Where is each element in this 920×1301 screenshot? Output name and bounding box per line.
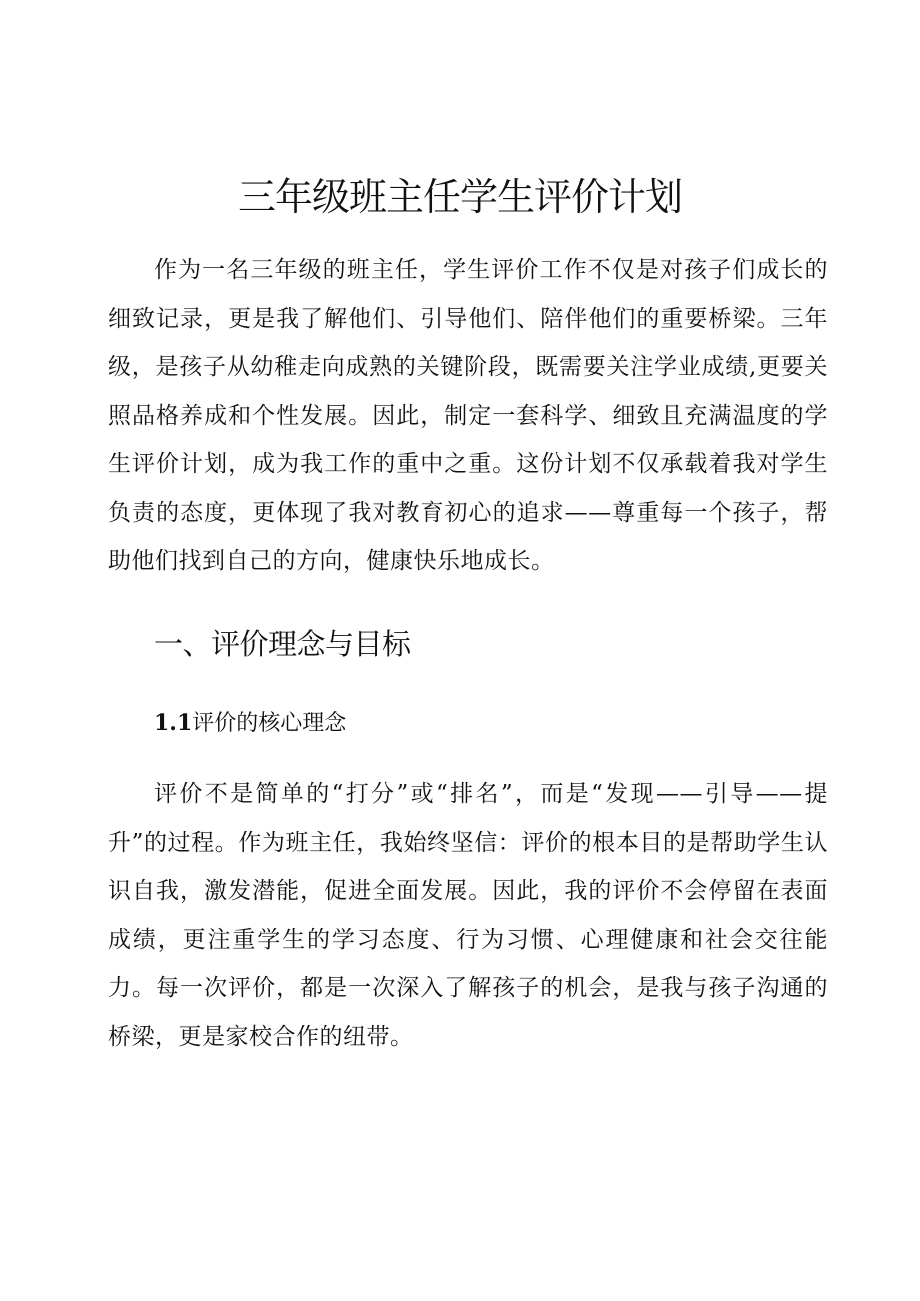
- intro-paragraph: 作为一名三年级的班主任，学生评价工作不仅是对孩子们成长的细致记录，更是我了解他们、引导他们、陪伴他们的重要桥梁。三年级，是孩子从幼稚走向成熟的关键阶段，既需要关注学业成绩,更要关照品格养成和个性发展。因此，制定一套科学、细致且充满温度的学生评价计划，成为我工作的重中之重。这份计划不仅承载着我对学生负责的态度，更体现了我对教育初心的追求——尊重每一个孩子，帮助他们找到自己的方向，健康快乐地成长。: [108, 257, 828, 574]
- subsection-heading-1-1: [154, 705, 346, 742]
- document-title: 三年级班主任学生评价计划: [237, 175, 682, 219]
- subsection-paragraph-1-1: 评价不是简单的“打分”或“排名”，而是“发现——引导——提升”的过程。作为班主任，我始终坚信：评价的根本目的是帮助学生认识自我，激发潜能，促进全面发展。因此，我的评价不会停留在表面成绩，更注重学生的学习态度、行为习惯、心理健康和社会交往能力。每一次评价，都是一次深入了解孩子的机会，是我与孩子沟通的桥梁，更是家校合作的纽带。: [108, 781, 828, 1050]
- subsection-title: 评价的核心理念: [192, 711, 347, 736]
- section-heading-1: 一、评价理念与目标: [154, 627, 411, 661]
- subsection-number: 1.1: [154, 710, 193, 736]
